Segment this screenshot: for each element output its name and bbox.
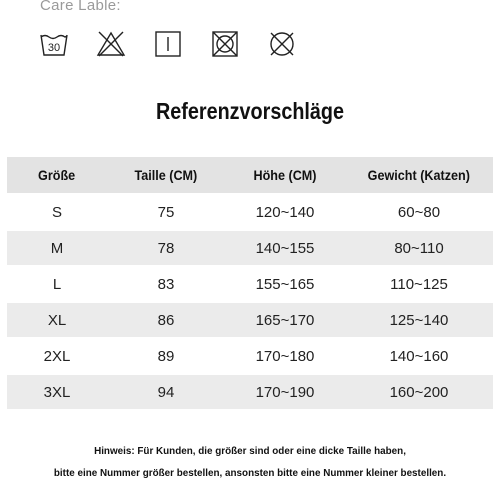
care-icons <box>38 28 298 60</box>
note-line-1: Hinweis: Für Kunden, die größer sind oder eine dicke Taille haben, <box>94 445 406 457</box>
no-bleach-icon <box>95 28 127 60</box>
cell-size: 3XL <box>7 374 107 410</box>
table-header-row <box>7 157 493 194</box>
header-weight: Gewicht (Katzen) <box>345 157 493 194</box>
page-title: Referenzvorschläge <box>156 98 344 124</box>
note-line-2: bitte eine Nummer größer bestellen, ansonsten bitte eine Nummer kleiner bestellen. <box>53 467 447 479</box>
cell-size: S <box>51 203 62 221</box>
wash-30-icon <box>38 28 70 60</box>
cell-weight: 140~160 <box>389 347 449 365</box>
cell-waist: 78 <box>107 230 225 266</box>
cell-weight: 80~110 <box>345 230 493 266</box>
cell-weight: 110~125 <box>390 275 448 293</box>
cell-waist: 94 <box>107 374 225 410</box>
table-row <box>7 374 493 410</box>
cell-waist: 86 <box>107 302 225 338</box>
table-row <box>7 302 493 338</box>
svg-text:30: 30 <box>47 42 61 54</box>
size-table <box>7 157 493 411</box>
cell-size: L <box>52 275 62 293</box>
cell-waist: 83 <box>157 275 175 293</box>
cell-height: 155~165 <box>255 275 315 293</box>
table-row <box>7 338 493 374</box>
cell-height: 170~180 <box>255 347 315 365</box>
cell-weight: 125~140 <box>345 302 493 338</box>
table-row <box>7 230 493 266</box>
cell-height: 140~155 <box>225 230 345 266</box>
line-dry-icon <box>152 28 184 60</box>
header-size: Größe <box>7 157 107 194</box>
cell-size: 2XL <box>43 347 71 365</box>
cell-weight: 60~80 <box>397 203 441 221</box>
size-note <box>0 440 500 484</box>
table-row <box>7 194 493 230</box>
cell-height: 120~140 <box>255 203 315 221</box>
care-label-title: Care Lable: <box>40 0 121 14</box>
header-waist: Taille (CM) <box>107 157 225 194</box>
cell-size: M <box>7 230 107 266</box>
cell-height: 165~170 <box>225 302 345 338</box>
no-dry-clean-icon <box>266 28 298 60</box>
header-height: Höhe (CM) <box>225 157 345 194</box>
cell-waist: 75 <box>157 203 175 221</box>
table-row <box>7 266 493 302</box>
cell-waist: 89 <box>157 347 175 365</box>
no-tumble-dry-icon <box>209 28 241 60</box>
cell-height: 170~190 <box>225 374 345 410</box>
cell-size: XL <box>7 302 107 338</box>
cell-weight: 160~200 <box>345 374 493 410</box>
